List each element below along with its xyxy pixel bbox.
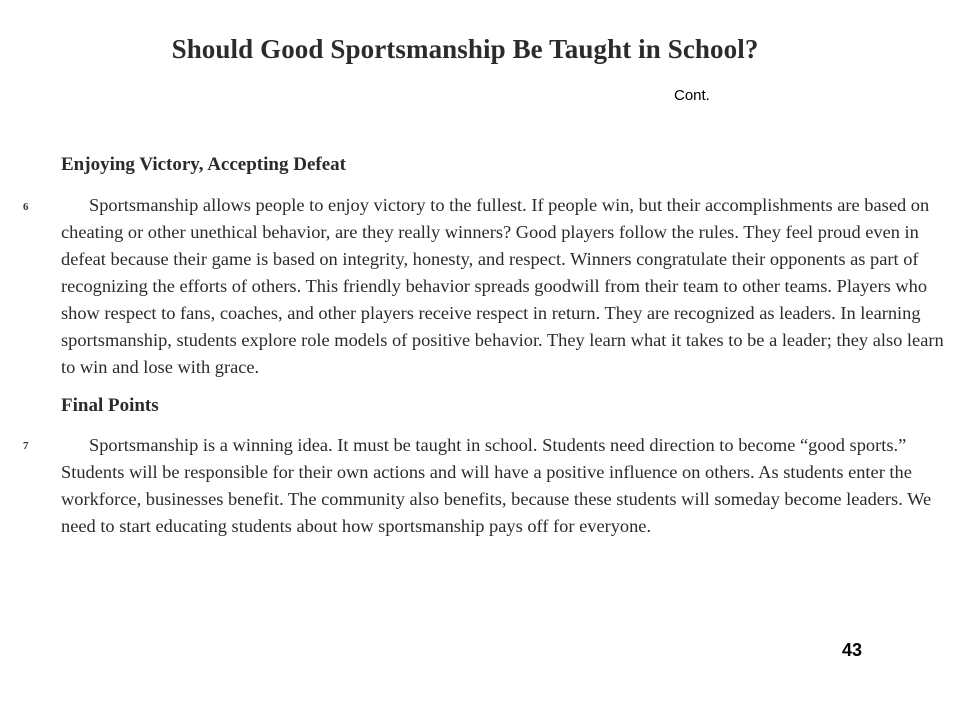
continued-label: Cont. <box>674 87 710 104</box>
paragraph-number: 6 <box>23 201 29 213</box>
section-heading: Enjoying Victory, Accepting Defeat <box>61 154 346 175</box>
paragraph-text: Sportsmanship allows people to enjoy victory to the fullest. If people win, but their accomplishments are based on cheating or other unethical behavior, are they really winners? Good players follow the rules. They feel proud even in defeat because their game is based on integrity, honesty, and respect. Winners congratulate their opponents as part of recognizing the efforts of others. This friendly behavior spreads goodwill from their team to other teams. Players who show respect to fans, coaches, and other players receive respect in return. They are recognized as leaders. In learning sportsmanship, students explore role models of positive behavior. They learn what it takes to be a leader; they also learn to win and lose with grace. <box>61 195 944 377</box>
paragraph-number: 7 <box>23 440 29 452</box>
page-number: 43 <box>842 640 863 660</box>
document-title: Should Good Sportsmanship Be Taught in School? <box>171 34 759 64</box>
paragraph-text: Sportsmanship is a winning idea. It must be taught in school. Students need direction to become “good sports.” Students will be responsible for their own actions and will have a positive influence on others. As students enter the workforce, businesses benefit. The community also benefits, because these students will someday become leaders. We need to start educating students about how sportsmanship pays off for everyone. <box>61 435 932 536</box>
section-heading: Final Points <box>61 395 159 416</box>
